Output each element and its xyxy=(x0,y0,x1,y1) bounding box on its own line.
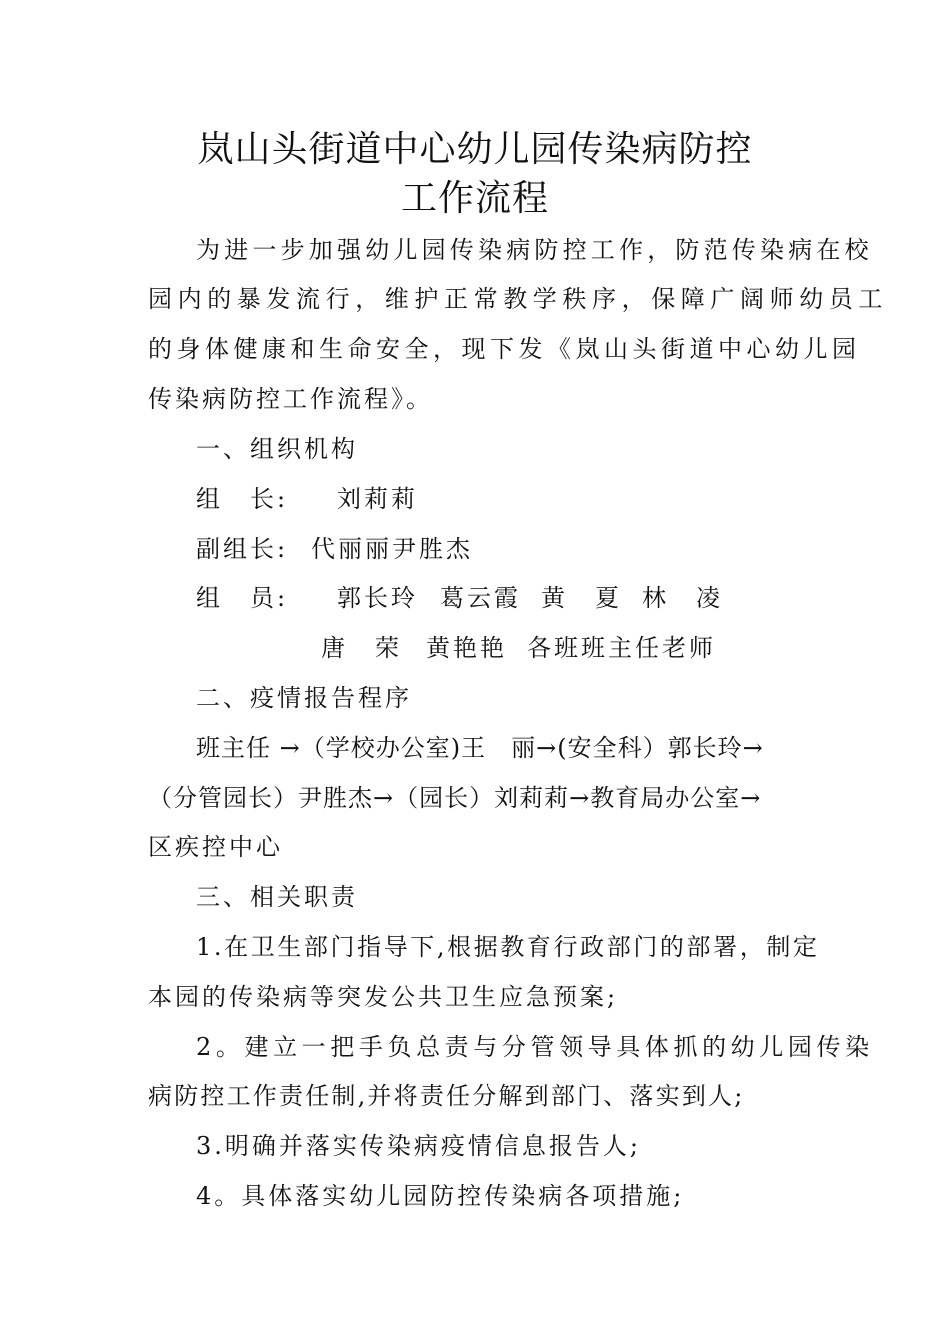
member-name: 各班班主任老师 xyxy=(527,634,716,662)
intro-line: 园内的暴发流行，维护正常教学秩序，保障广阔师幼员工 xyxy=(148,285,888,313)
deputy-label: 副组长: xyxy=(196,535,289,563)
intro-line: 的身体健康和生命安全，现下发《岚山头街道中心幼儿园 xyxy=(148,335,861,363)
deputy-names: 代丽丽尹胜杰 xyxy=(311,535,473,563)
report-flow-line: 班主任 →（学校办公室)王 丽→(安全科）郭长玲→ xyxy=(196,734,764,762)
section-heading-report: 二、疫情报告程序 xyxy=(196,684,412,712)
duty-item: 病防控工作责任制,并将责任分解到部门、落实到人; xyxy=(148,1082,745,1110)
member-name: 唐 荣 xyxy=(321,634,402,662)
intro-line: 为进一步加强幼儿园传染病防控工作，防范传染病在校 xyxy=(196,236,873,264)
section-heading-duties: 三、相关职责 xyxy=(196,883,358,911)
document-title-line-2: 工作流程 xyxy=(400,178,549,219)
member-name: 黄 夏 xyxy=(541,584,622,612)
member-name: 郭长玲 xyxy=(337,584,418,612)
document-title-line-1: 岚山头街道中心幼儿园传染病防控 xyxy=(197,129,753,170)
duty-item: 3.明确并落实传染病疫情信息报告人; xyxy=(196,1132,641,1160)
leader-label: 组 长: xyxy=(196,485,289,513)
leader-name: 刘莉莉 xyxy=(337,485,418,513)
member-name: 黄艳艳 xyxy=(426,634,507,662)
duty-item: 本园的传染病等突发公共卫生应急预案; xyxy=(148,983,619,1011)
report-flow-line: 区疾控中心 xyxy=(148,833,283,861)
member-label: 组 员: xyxy=(196,584,289,612)
report-flow-line: （分管园长）尹胜杰→（园长）刘莉莉→教育局办公室→ xyxy=(148,784,762,812)
section-heading-organization: 一、组织机构 xyxy=(196,435,358,463)
intro-line: 传染病防控工作流程》。 xyxy=(148,385,433,413)
duty-item: 1.在卫生部门指导下,根据教育行政部门的部署，制定 xyxy=(196,933,820,961)
duty-item: 2。建立一把手负总责与分管领导具体抓的幼儿园传染 xyxy=(196,1033,874,1061)
duty-item: 4。具体落实幼儿园防控传染病各项措施; xyxy=(196,1182,685,1210)
member-name: 葛云霞 xyxy=(440,584,521,612)
member-name: 林 凌 xyxy=(642,584,723,612)
